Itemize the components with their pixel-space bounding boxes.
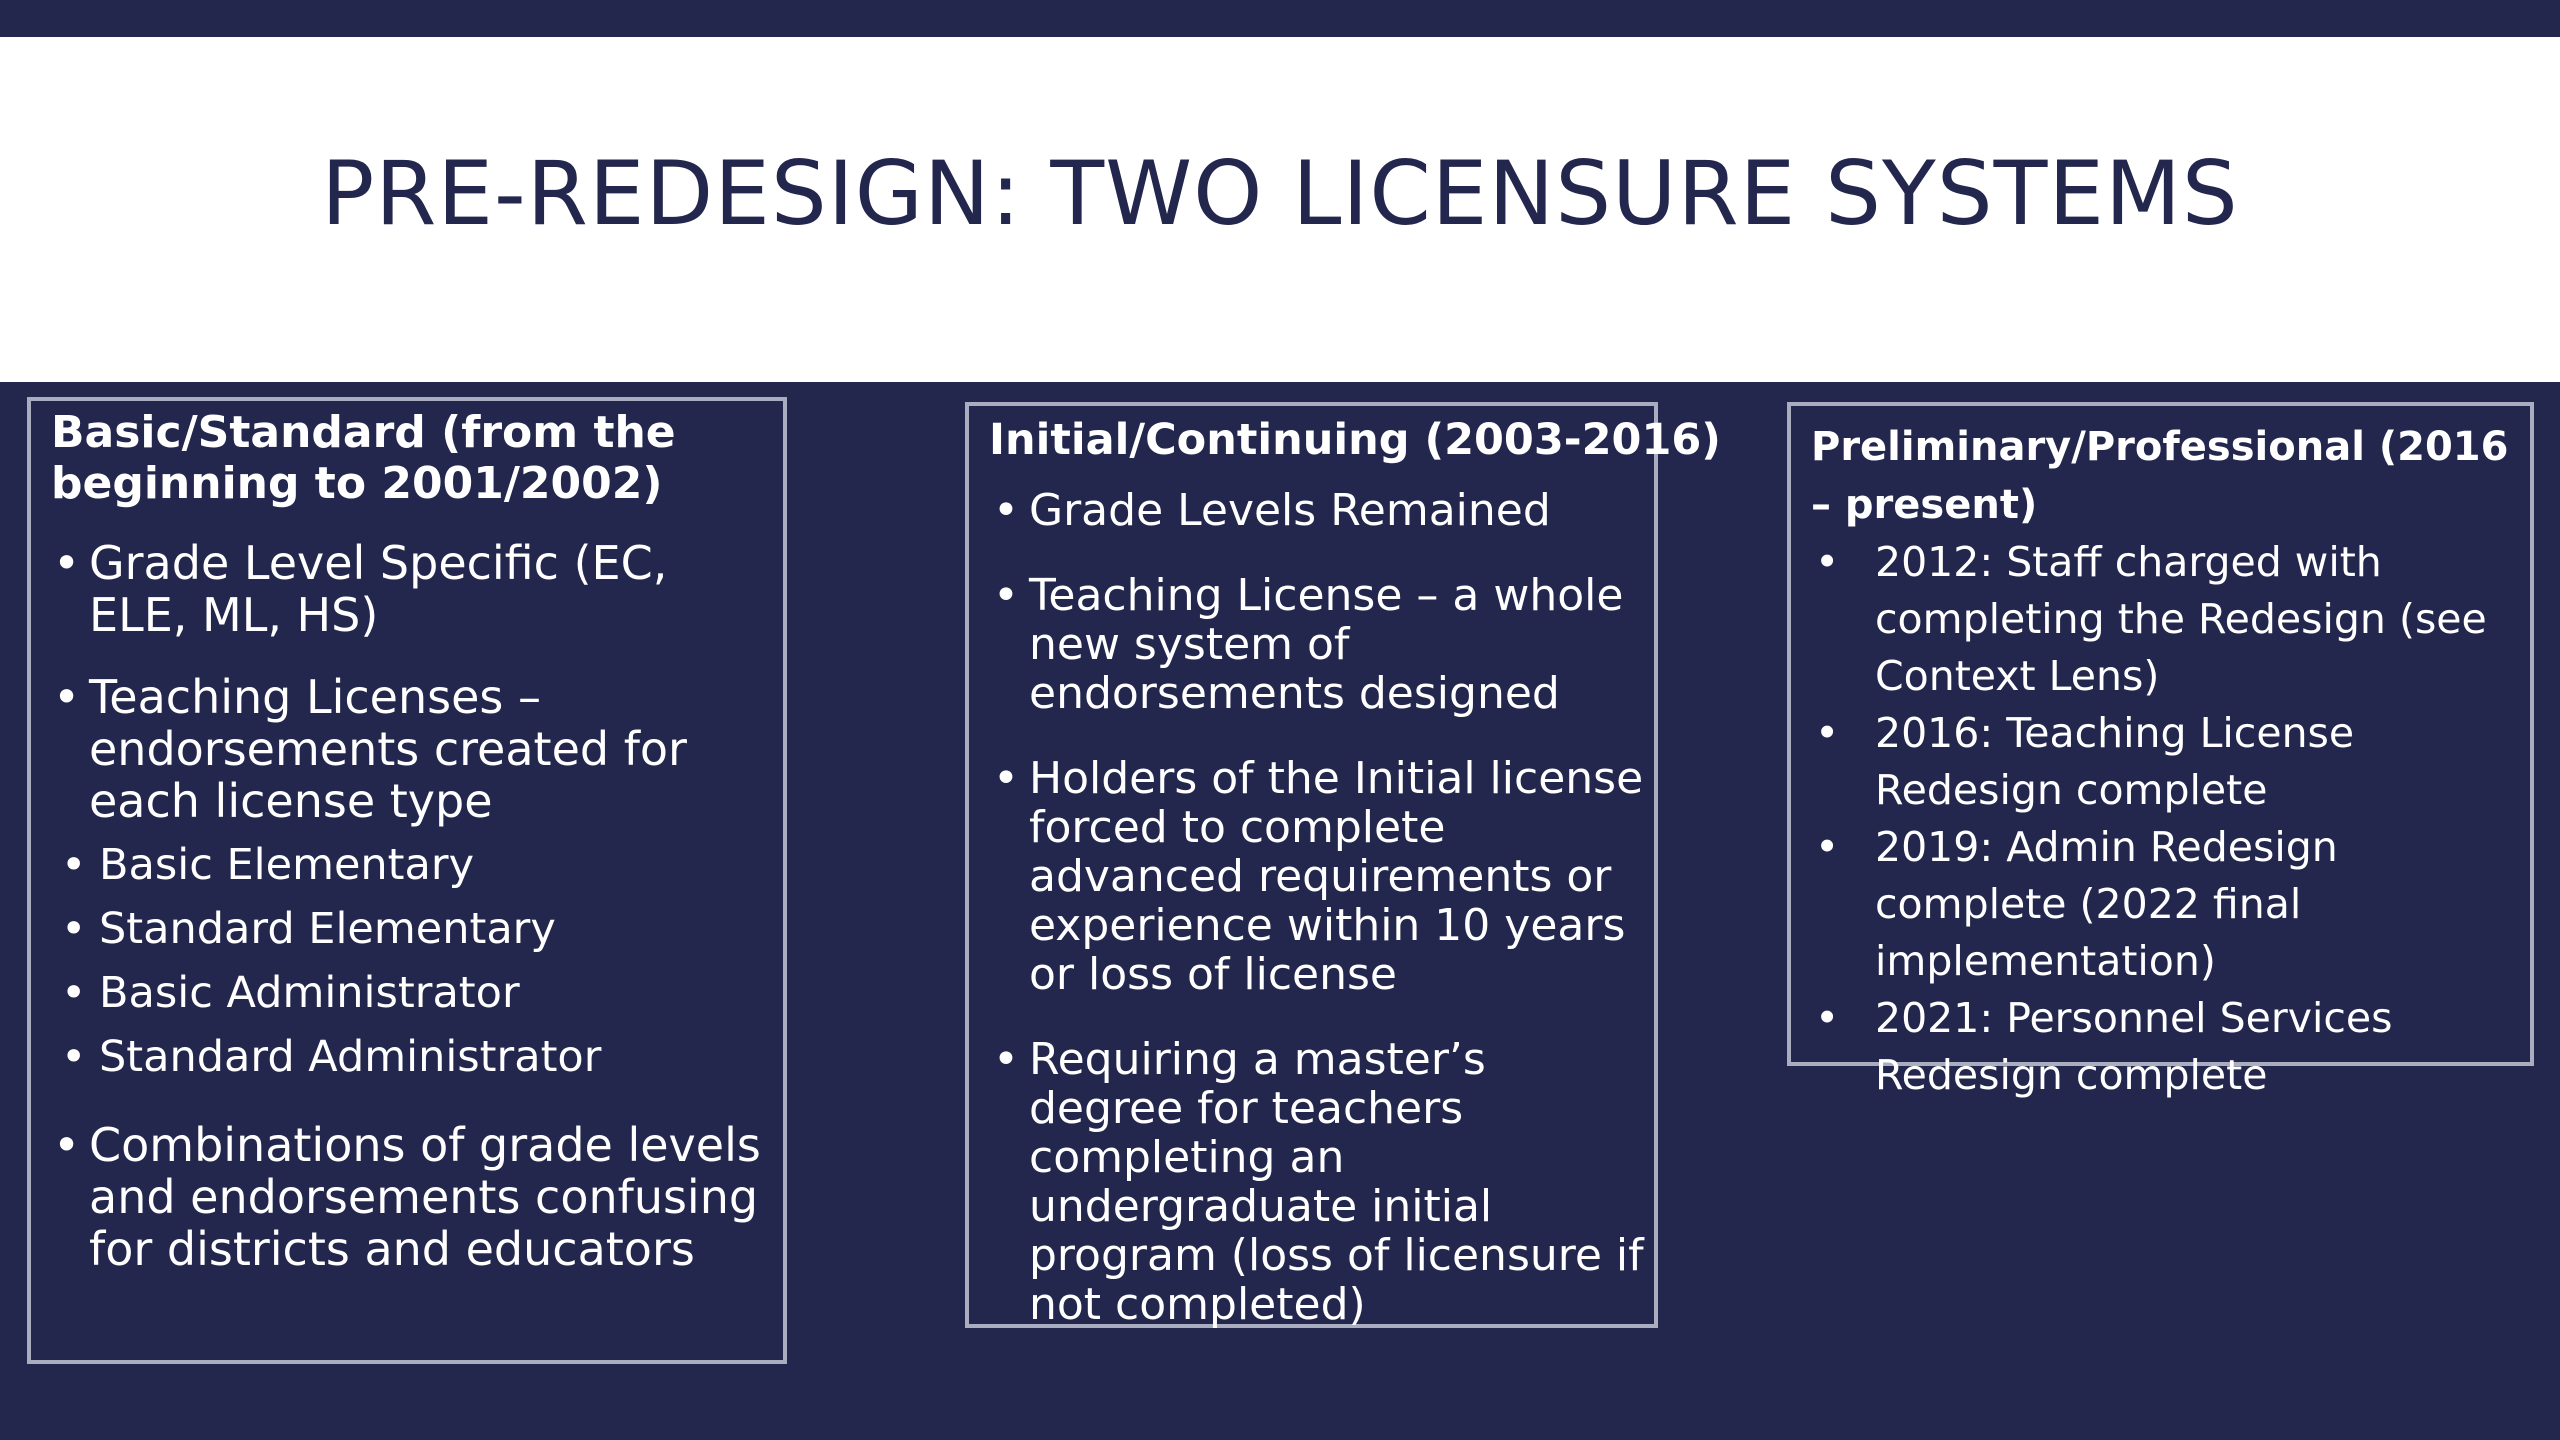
sub-bullet-list xyxy=(51,833,765,1089)
bullet-list xyxy=(51,537,765,827)
list-item-text: Teaching Licenses – endorsements created for each license type xyxy=(89,670,687,828)
panel-basic-standard xyxy=(27,397,787,1364)
bullet-list xyxy=(989,486,1644,1329)
list-item: • Grade Level Specific (EC, ELE, ML, HS) xyxy=(51,537,765,641)
list-item: • Combinations of grade levels and endorsements confusing for districts and educators xyxy=(51,1119,765,1275)
sub-list-item: • Basic Administrator xyxy=(51,961,765,1025)
bullet-list xyxy=(51,1119,765,1275)
panel-heading: Preliminary/Professional (2016 – present) xyxy=(1811,424,2509,528)
list-item: • Holders of the Initial license forced to complete advanced requirements or experience within 10 years or loss of license xyxy=(989,754,1644,999)
panel-initial-continuing xyxy=(965,402,1721,1330)
list-item xyxy=(51,671,765,827)
list-item: • 2019: Admin Redesign complete (2022 final implementation) xyxy=(1811,819,2520,990)
panel-preliminary-professional xyxy=(1787,402,2534,1099)
sub-list-item: • Basic Elementary xyxy=(51,833,765,897)
list-item: • Grade Levels Remained xyxy=(989,486,1644,535)
bullet-list xyxy=(1811,534,2520,1104)
list-item: • Requiring a master’s degree for teachers completing an undergraduate initial program (loss of licensure if not completed) xyxy=(989,1035,1644,1329)
list-item: • Teaching License – a whole new system of endorsements designed xyxy=(989,571,1644,718)
panel-heading: Basic/Standard (from the beginning to 2001/2002) xyxy=(51,407,676,509)
slide-title: PRE-REDESIGN: TWO LICENSURE SYSTEMS xyxy=(321,142,2239,245)
sub-list-item: • Standard Elementary xyxy=(51,897,765,961)
sub-list-item: • Standard Administrator xyxy=(51,1025,765,1089)
panel-heading: Initial/Continuing (2003-2016) xyxy=(989,415,1721,465)
list-item: • 2012: Staff charged with completing the Redesign (see Context Lens) xyxy=(1811,534,2520,705)
list-item: • 2016: Teaching License Redesign complete xyxy=(1811,705,2520,819)
list-item: • 2021: Personnel Services Redesign complete xyxy=(1811,990,2520,1104)
